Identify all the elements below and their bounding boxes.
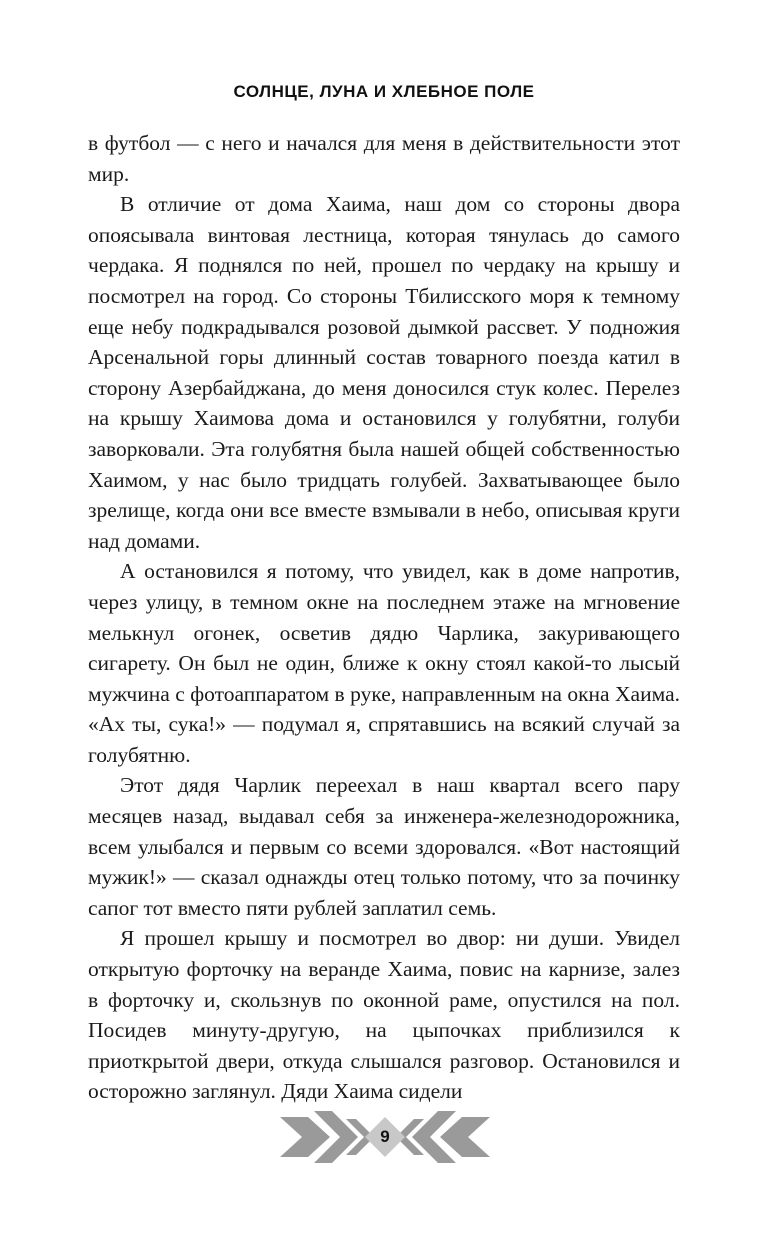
paragraph: Я прошел крышу и посмотрел во двор: ни души. Увидел открытую форточку на веранде Хаима, повис на карнизе, залез в форточку и, скользнув по оконной раме, опустился на пол. Посидев минуту-другую, на цыпочках приблизился к приоткрытой двери, откуда слышался разговор. Остановился и осторожно заглянул. Дяди Хаима сидели xyxy=(88,926,680,1104)
paragraph: Этот дядя Чарлик переехал в наш квартал всего пару месяцев назад, выдавал себя за инженера-железнодорожника, всем улыбался и первым со всеми здоровался. «Вот настоящий мужик!» — сказал однажды отец только потому, что за починку сапог тот вместо пяти рублей заплатил семь. xyxy=(88,773,680,920)
page-number: 9 xyxy=(380,1127,390,1146)
running-head: СОЛНЦЕ, ЛУНА И ХЛЕБНОЕ ПОЛЕ xyxy=(233,82,535,101)
page-number-ornament xyxy=(280,1107,490,1167)
paragraph: А остановился я потому, что увидел, как в доме напротив, через улицу, в темном окне на последнем этаже на мгновение мелькнул огонек, осветив дядю Чарлика, закуривающего сигарету. Он был не один, ближе к окну стоял какой-то лысый мужчина с фотоаппаратом в руке, направленным на окна Хаима. «Ах ты, сука!» — подумал я, спрятавшись на всякий случай за голубятню. xyxy=(88,559,680,767)
body-text xyxy=(88,128,680,1107)
paragraph: в футбол — с него и начался для меня в действительности этот мир. xyxy=(88,131,680,186)
paragraph: В отличие от дома Хаима, наш дом со стороны двора опоясывала винтовая лестница, которая тянулась до самого чердака. Я поднялся по ней, прошел по чердаку на крышу и посмотрел на город. Со стороны Тбилисского моря к темному еще небу подкрадывался розовой дымкой рассвет. У подножия Арсенальной горы длинный состав товарного поезда катил в сторону Азербайджана, до меня доносился стук колес. Перелез на крышу Хаимова дома и остановился у голубятни, голуби заворковали. Эта голубятня была нашей общей собственностью Хаимом, у нас было тридцать голубей. Захватывающее было зрелище, когда они все вместе взмывали в небо, описывая круги над домами. xyxy=(88,192,680,553)
